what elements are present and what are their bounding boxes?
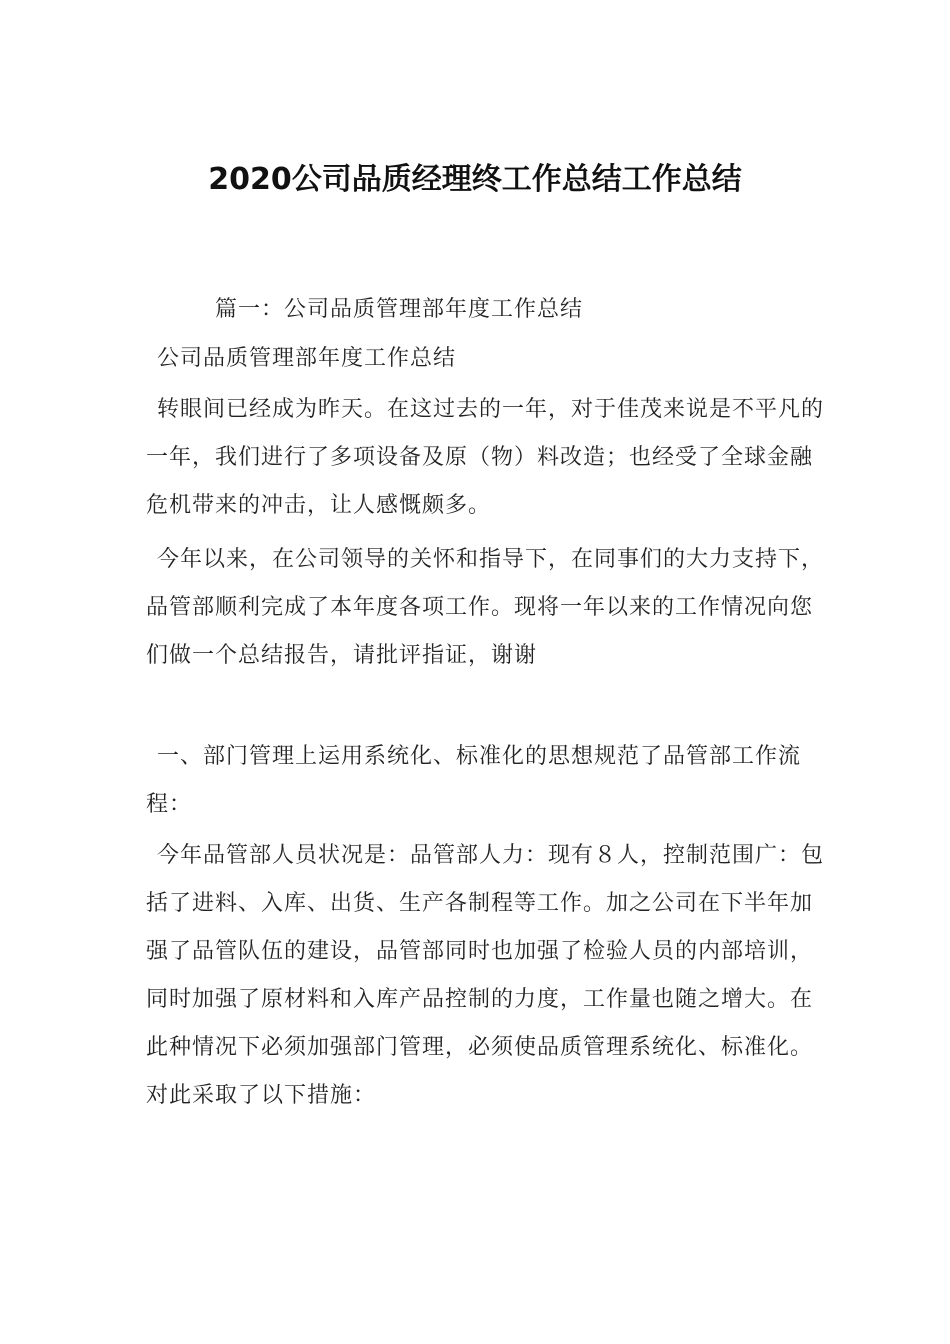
heading-section-one: 一、部门管理上运用系统化、标准化的思想规范了品管部工作流程： [146,744,802,817]
section-subtitle: 公司品质管理部年度工作总结 [157,346,457,371]
paragraph-intro: 转眼间已经成为昨天。在这过去的一年，对于佳茂来说是不平凡的一年，我们进行了多项设备及原（物）料改造；也经受了全球金融危机带来的冲击，让人感慨颇多。 [146,397,825,518]
document-title: 2020公司品质经理终工作总结工作总结 [208,162,742,197]
paragraph-thanks: 今年以来，在公司领导的关怀和指导下，在同事们的大力支持下，品管部顺利完成了本年度各项工作。现将一年以来的工作情况向您们做一个总结报告，请批评指证，谢谢 [146,547,825,668]
section-label: 篇一：公司品质管理部年度工作总结 [215,297,584,322]
paragraph-staff-status: 今年品管部人员状况是：品管部人力：现有８人，控制范围广：包括了进料、入库、出货、生产各制程等工作。加之公司在下半年加强了品管队伍的建设，品管部同时也加强了检验人员的内部培训，同时加强了原材料和入库产品控制的力度，工作量也随之增大。在此种情况下必须加强部门管理，必须使品质管理系统化、标准化。对此采取了以下措施： [146,843,825,1108]
